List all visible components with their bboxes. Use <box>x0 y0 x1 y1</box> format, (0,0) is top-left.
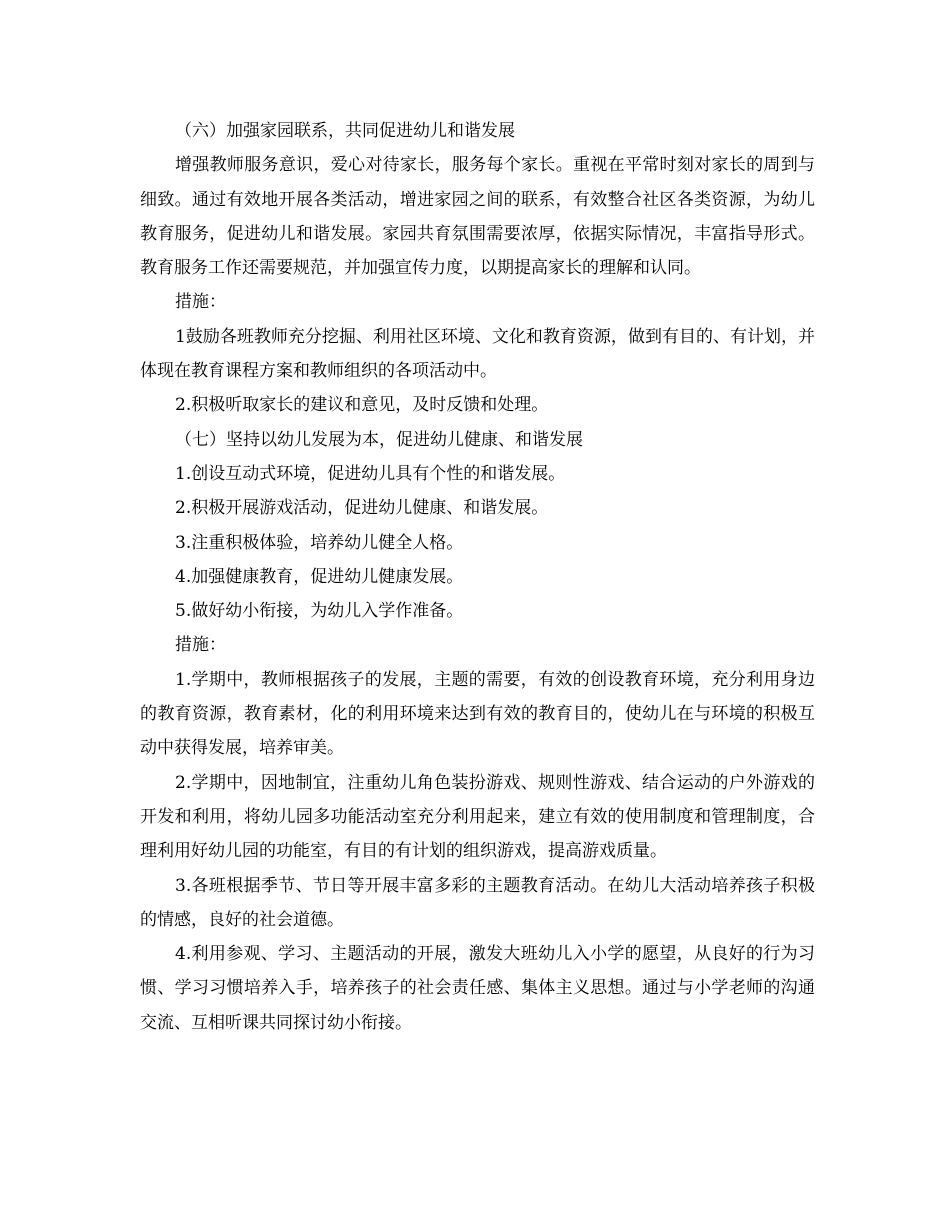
list-item: 4.利用参观、学习、主题活动的开展，激发大班幼儿入小学的愿望，从良好的行为习惯、学习习惯培养入手，培养孩子的社会责任感、集体主义思想。通过与小学老师的沟通交流、互相听课共同探讨幼小衔接。 <box>140 944 815 1033</box>
measures-label: 措施： <box>175 292 226 313</box>
document-body <box>140 114 815 1040</box>
paragraph: 增强教师服务意识，爱心对待家长，服务每个家长。重视在平常时刻对家长的周到与细致。通过有效地开展各类活动，增进家园之间的联系，有效整合社区各类资源，为幼儿教育服务，促进幼儿和谐发展。家园共育氛围需要浓厚，依据实际情况，丰富指导形式。教育服务工作还需要规范，并加强宣传力度，以期提高家长的理解和认同。 <box>140 155 815 279</box>
list-item: 2.学期中，因地制宜，注重幼儿角色装扮游戏、规则性游戏、结合运动的户外游戏的开发和利用，将幼儿园多功能活动室充分利用起来，建立有效的使用制度和管理制度，合理利用好幼儿园的功能室，有目的有计划的组织游戏，提高游戏质量。 <box>140 772 815 862</box>
list-item: 1鼓励各班教师充分挖掘、利用社区环境、文化和教育资源，做到有目的、有计划，并体现在教育课程方案和教师组织的各项活动中。 <box>140 326 815 382</box>
list-item: 3.注重积极体验，培养幼儿健全人格。 <box>175 532 464 553</box>
measures-label: 措施： <box>175 635 226 656</box>
list-item: 2.积极听取家长的建议和意见，及时反馈和处理。 <box>175 395 549 416</box>
list-item: 1.学期中，教师根据孩子的发展，主题的需要，有效的创设教育环境，充分利用身边的教育资源，教育素材，化的利用环境来达到有效的教育目的，使幼儿在与环境的积极互动中获得发展，培养审美。 <box>140 669 815 759</box>
section-heading-7: （七）坚持以幼儿发展为本，促进幼儿健康、和谐发展 <box>175 429 583 450</box>
list-item: 2.积极开展游戏活动，促进幼儿健康、和谐发展。 <box>175 498 549 519</box>
list-item: 3.各班根据季节、节日等开展丰富多彩的主题教育活动。在幼儿大活动培养孩子积极的情感，良好的社会道德。 <box>140 875 815 930</box>
list-item: 4.加强健康教育，促进幼儿健康发展。 <box>175 566 464 587</box>
list-item: 1.创设互动式环境，促进幼儿具有个性的和谐发展。 <box>175 463 566 484</box>
section-heading-6: （六）加强家园联系，共同促进幼儿和谐发展 <box>175 121 515 141</box>
list-item: 5.做好幼小衔接，为幼儿入学作准备。 <box>175 601 464 622</box>
